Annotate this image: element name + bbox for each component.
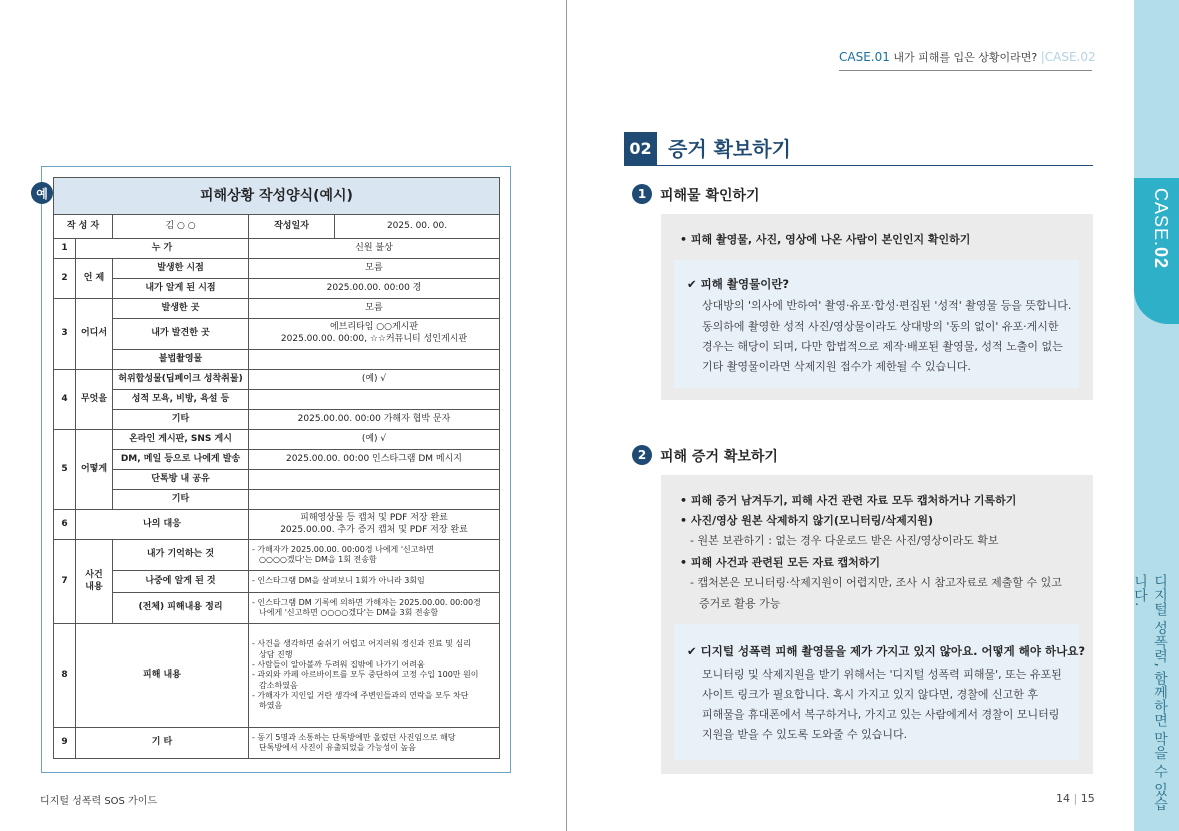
- subsection-1-number: 1: [632, 184, 652, 204]
- row-value: [249, 540, 500, 571]
- row-value-line: 나에게 '신고하면 ○○○○겠다'는 DM을 3회 전송함: [259, 608, 439, 617]
- row-value: [249, 319, 500, 350]
- row-value-line: 2025.00.00. 00:00, ☆☆커뮤니티 성인게시판: [280, 334, 468, 344]
- row-label: 나중에 알게 된 것: [113, 571, 249, 593]
- bullet-item: • 피해 증거 남겨두기, 피해 사건 관련 자료 모두 캡처하거나 기록하기: [680, 494, 1017, 507]
- bullet-text: 피해 증거 남겨두기, 피해 사건 관련 자료 모두 캡처하거나 기록하기: [690, 494, 1017, 507]
- row-value: (예) √: [249, 430, 500, 450]
- date-value: 2025. 00. 00.: [335, 215, 500, 239]
- row-value-line: 감소하였음: [259, 680, 298, 690]
- note-title: [687, 643, 1085, 659]
- subsection-2-title: 피해 증거 확보하기: [660, 449, 778, 465]
- row-group: [76, 540, 113, 624]
- row-num: 7: [54, 540, 76, 624]
- running-header: [839, 49, 1096, 65]
- header-rule: [839, 70, 1092, 71]
- row-value-line: - 가해자가 2025.00.00. 00:00경 나에게 '신고하면: [252, 544, 434, 554]
- page-number-left: 14: [1056, 792, 1070, 805]
- row-value: [249, 490, 500, 510]
- check-icon: ✔: [687, 277, 697, 291]
- note-line: 사이트 링크가 필요합니다. 혹시 가지고 있지 않다면, 경찰에 신고한 후: [702, 688, 1038, 701]
- row-value: [249, 593, 500, 624]
- row-value-line: - 사람들이 알아볼까 두려워 집밖에 나가기 어려움: [252, 659, 425, 669]
- row-value: [249, 390, 500, 410]
- note-line: 상대방의 '의사에 반하여' 촬영·유포·합성·편집된 '성적' 촬영물 등을 뜻합니다.: [702, 299, 1072, 312]
- row-label: 피해 내용: [76, 624, 249, 728]
- row-value-line: - 사건을 생각하면 숨쉬기 어렵고 어지러워 정신과 진료 및 심리: [252, 639, 471, 649]
- page-numbers: [1056, 792, 1095, 805]
- row-num: 8: [54, 624, 76, 728]
- note-line: 기타 촬영물이라면 삭제지원 접수가 제한될 수 있습니다.: [702, 360, 971, 373]
- case-tab-prefix: CASE.: [1151, 188, 1171, 248]
- row-label: 내가 알게 된 시점: [113, 279, 249, 299]
- row-group-line: 내용: [85, 581, 103, 592]
- row-value: [249, 510, 500, 540]
- note-line: 동의하에 촬영한 성적 사진/영상물이라도 상대방의 '동의 없이' 유포·게시한: [702, 320, 1059, 333]
- check-icon: ✔: [687, 644, 697, 658]
- form-title: 피해상황 작성양식(예시): [54, 178, 500, 215]
- row-value-line: 상담 진행: [259, 649, 293, 659]
- row-label: 내가 기억하는 것: [113, 540, 249, 571]
- row-value: - 인스타그램 DM을 살펴보니 1회가 아니라 3회임: [249, 571, 500, 593]
- note-title: [687, 276, 789, 292]
- row-group-line: 사건: [85, 569, 103, 580]
- row-value: (예) √: [249, 370, 500, 390]
- bullet-text: 사진/영상 원본 삭제하지 않기(모니터링/삭제지원): [690, 514, 933, 527]
- row-value: 2025.00.00. 00:00 가해자 협박 문자: [249, 410, 500, 430]
- row-value: [249, 728, 500, 759]
- note-line: 피해물을 휴대폰에서 복구하거나, 가지고 있는 사람에게서 경찰이 모니터링: [702, 708, 1060, 721]
- row-label: 단톡방 내 공유: [113, 470, 249, 490]
- row-group: 언 제: [76, 259, 113, 299]
- row-group: 어디서: [76, 299, 113, 370]
- row-value-line: 단톡방에서 사진이 유출되었을 가능성이 높음: [259, 743, 417, 752]
- case-tab-label: [1141, 188, 1171, 308]
- row-value-line: 피해영상물 등 캡처 및 PDF 저장 완료: [300, 512, 448, 523]
- row-value: 신원 불상: [249, 239, 500, 259]
- row-value-line: - 동기 5명과 소통하는 단톡방에만 올렸던 사진임으로 해당: [252, 732, 456, 742]
- writer-value: 김 ○ ○: [113, 215, 249, 239]
- row-label: 기타: [113, 490, 249, 510]
- bullet-item: • 피해 촬영물, 사진, 영상에 나온 사람이 본인인지 확인하기: [680, 233, 971, 246]
- row-value: [249, 624, 500, 728]
- example-badge: 예: [31, 182, 53, 204]
- row-value: 모름: [249, 259, 500, 279]
- row-label: 성적 모욕, 비방, 욕설 등: [113, 390, 249, 410]
- note-line: 모니터링 및 삭제지원을 받기 위해서는 '디지털 성폭력 피해물', 또는 유포된: [702, 668, 1062, 681]
- row-value: [249, 350, 500, 370]
- row-value: 모름: [249, 299, 500, 319]
- row-label: 온라인 게시판, SNS 게시: [113, 430, 249, 450]
- row-num: 5: [54, 430, 76, 510]
- dash-item: - 원본 보관하기 : 없는 경우 다운로드 받은 사진/영상이라도 확보: [690, 534, 999, 547]
- date-label: 작성일자: [249, 215, 335, 239]
- dash-item: 증거로 활용 가능: [699, 597, 781, 610]
- row-label: 발생한 곳: [113, 299, 249, 319]
- row-value-line: - 과외와 카페 아르바이트를 모두 중단하여 고정 수입 100만 원이: [252, 670, 479, 680]
- row-label: 기타: [113, 410, 249, 430]
- row-num: 6: [54, 510, 76, 540]
- header-case-current: CASE.01: [839, 50, 890, 64]
- bullet-text: 피해 사건과 관련된 모든 자료 캡처하기: [690, 556, 881, 569]
- row-value-line: 하였음: [259, 701, 283, 711]
- row-label: 기 타: [76, 728, 249, 759]
- header-case-next: CASE.02: [1044, 50, 1096, 64]
- row-value-line: 2025.00.00. 추가 증거 캡처 및 PDF 저장 완료: [280, 524, 468, 535]
- dash-item: - 캡처본은 모니터링·삭제지원이 어렵지만, 조사 시 참고자료로 제출할 수 있고: [690, 576, 1062, 589]
- note-title-text: 피해 촬영물이란?: [700, 277, 790, 291]
- row-value-line: - 가해자가 지인일 거란 생각에 주변인들과의 연락을 모두 차단: [252, 691, 469, 701]
- row-label: 누 가: [76, 239, 249, 259]
- row-label: 발생한 시점: [113, 259, 249, 279]
- row-value: [249, 470, 500, 490]
- row-value: 2025.00.00. 00:00 인스타그램 DM 메시지: [249, 450, 500, 470]
- case-tab-number: 02: [1151, 247, 1171, 270]
- writer-label: 작 성 자: [54, 215, 113, 239]
- header-text: 내가 피해를 입은 상황이라면?: [893, 51, 1038, 64]
- subsection-1-title: 피해물 확인하기: [660, 188, 760, 204]
- header-sep: |: [1040, 50, 1045, 64]
- row-num: 9: [54, 728, 76, 759]
- sidebar-slogan: 디지털 성폭력, 함께하면 막을 수 있습니다.: [1132, 574, 1168, 811]
- section-title: 증거 확보하기: [668, 137, 791, 161]
- row-label: 허위합성물(딥페이크 성착취물): [113, 370, 249, 390]
- row-num: 4: [54, 370, 76, 430]
- subsection-2-number: 2: [632, 445, 652, 465]
- row-num: 3: [54, 299, 76, 370]
- row-label: 나의 대응: [76, 510, 249, 540]
- note-title-text: 디지털 성폭력 피해 촬영물을 제가 가지고 있지 않아요. 어떻게 해야 하나요?: [700, 644, 1085, 658]
- row-label: 불법촬영물: [113, 350, 249, 370]
- row-value-line: - 인스타그램 DM 기록에 의하면 가해자는 2025.00.00. 00:00경: [252, 597, 481, 607]
- page-number-sep: |: [1073, 792, 1078, 805]
- row-value: 2025.00.00. 00:00 경: [249, 279, 500, 299]
- row-group: 어떻게: [76, 430, 113, 510]
- row-label: DM, 메일 등으로 나에게 발송: [113, 450, 249, 470]
- row-value-line: ○○○○겠다'는 DM을 1회 전송함: [259, 555, 377, 564]
- damage-report-form: [53, 177, 500, 759]
- left-footer-title: 디지털 성폭력 SOS 가이드: [40, 796, 158, 807]
- page-divider: [566, 0, 567, 831]
- row-value-line: 에브리타임 ○○게시판: [329, 322, 419, 333]
- note-line: 경우는 해당이 되며, 다만 합법적으로 제작·배포된 촬영물, 성적 노출이 없는: [702, 340, 1063, 353]
- row-label: (전체) 피해내용 정리: [113, 593, 249, 624]
- bullet-item: • 피해 사건과 관련된 모든 자료 캡처하기: [680, 556, 881, 569]
- note-line: 지원을 받을 수 있도록 도와줄 수 있습니다.: [702, 728, 908, 741]
- row-group: 무엇을: [76, 370, 113, 430]
- row-num: 1: [54, 239, 76, 259]
- section-number: 02: [624, 132, 657, 165]
- bullet-text: 피해 촬영물, 사진, 영상에 나온 사람이 본인인지 확인하기: [690, 233, 971, 246]
- row-label: 내가 발견한 곳: [113, 319, 249, 350]
- page-number-right: 15: [1080, 792, 1095, 805]
- section-rule: [624, 165, 1093, 166]
- bullet-item: • 사진/영상 원본 삭제하지 않기(모니터링/삭제지원): [680, 514, 933, 527]
- row-num: 2: [54, 259, 76, 299]
